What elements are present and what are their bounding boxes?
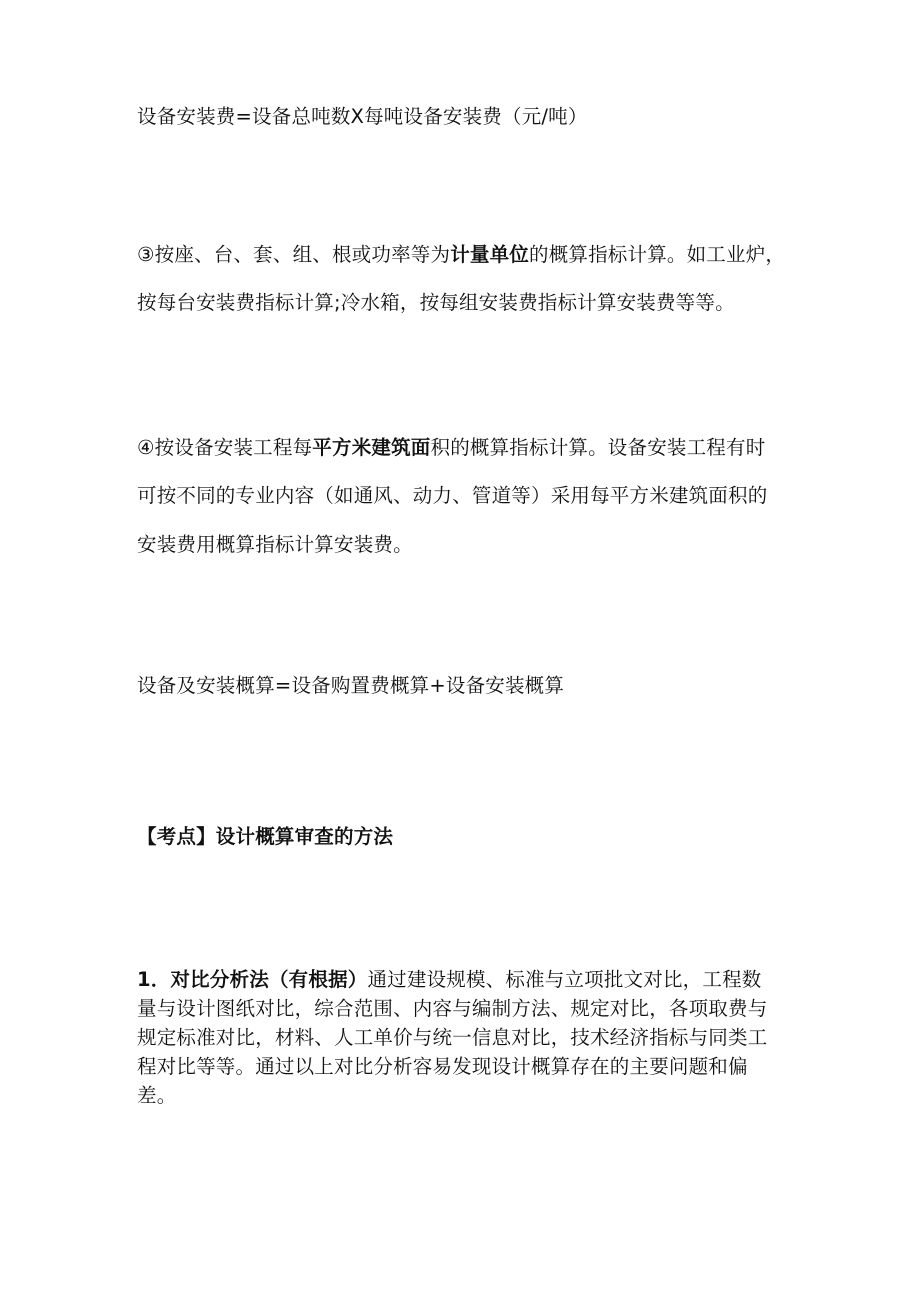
formula-equipment-install-estimate: 设备及安装概算=设备购置费概算+设备安装概算 — [137, 674, 565, 697]
item-3-text-a: ③按座、台、套、组、根或功率等为 — [137, 243, 451, 266]
method-1-title: ．对比分析法（有根据） — [150, 968, 368, 991]
item-4-text-a: ④按设备安装工程每 — [137, 436, 313, 459]
item-4-bold-term: 平方米建筑面 — [312, 436, 431, 459]
method-1-line-3: 规定标准对比，材料、人工单价与统一信息对比，技术经济指标与同类工 — [137, 1026, 768, 1049]
item-3-line-1 — [137, 243, 785, 267]
item-4-text-b: 积的概算指标计算。设备安装工程有时 — [430, 436, 766, 459]
item-4-line-3: 安装费用概算指标计算安装费。 — [137, 533, 413, 556]
item-4-line-1 — [137, 436, 765, 460]
method-1-line-4: 程对比等等。通过以上对比分析容易发现设计概算存在的主要问题和偏 — [137, 1055, 748, 1078]
method-1-line-2: 量与设计图纸对比，综合范围、内容与编制方法、规定对比，各项取费与 — [137, 997, 768, 1020]
item-4-line-2: 可按不同的专业内容（如通风、动力、管道等）采用每平方米建筑面积的 — [137, 484, 768, 507]
section-heading: 【考点】设计概算审查的方法 — [137, 825, 394, 848]
item-3-text-b: 的概算指标计算。如工业炉， — [529, 243, 786, 266]
method-1-number: 1 — [137, 968, 151, 991]
method-1-text: 通过建设规模、标准与立项批文对比，工程数 — [367, 968, 762, 991]
method-1-line-5: 差。 — [137, 1084, 177, 1107]
item-3-line-2: 按每台安装费指标计算;冷水箱，按每组安装费指标计算安装费等等。 — [137, 291, 735, 314]
method-1-line-1 — [137, 968, 762, 992]
formula-install-fee: 设备安装费=设备总吨数Ⅹ每吨设备安装费（元/吨） — [137, 105, 588, 128]
item-3-bold-term: 计量单位 — [450, 243, 529, 266]
